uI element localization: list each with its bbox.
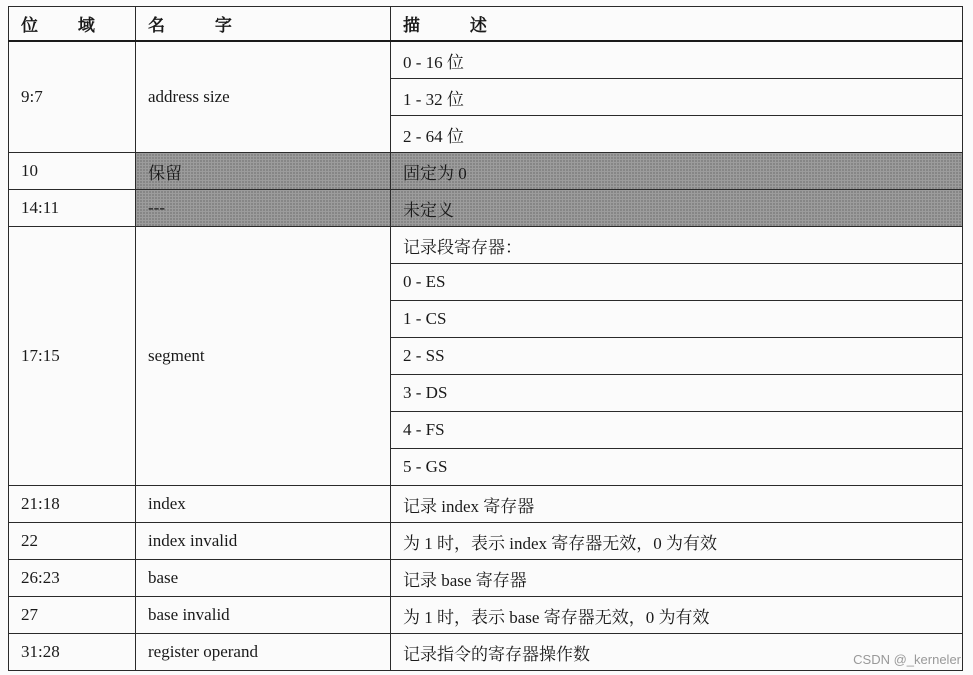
description-cell: 3 - DS	[391, 375, 963, 412]
field-name-cell: 保留	[136, 153, 391, 190]
bit-field-cell: 31:28	[9, 634, 136, 671]
watermark: CSDN @_kerneler	[853, 652, 961, 667]
description-cell: 5 - GS	[391, 449, 963, 486]
table-header	[9, 7, 963, 42]
bit-field-cell: 17:15	[9, 227, 136, 486]
field-name-cell: base	[136, 560, 391, 597]
bit-field-cell: 27	[9, 597, 136, 634]
table-row	[9, 190, 963, 227]
bit-field-cell: 21:18	[9, 486, 136, 523]
field-name-cell: address size	[136, 41, 391, 153]
description-cell: 2 - 64 位	[391, 116, 963, 153]
description-cell: 1 - 32 位	[391, 79, 963, 116]
description-cell: 为 1 时，表示 index 寄存器无效，0 为有效	[391, 523, 963, 560]
bit-field-cell: 14:11	[9, 190, 136, 227]
field-name-cell: base invalid	[136, 597, 391, 634]
table-row	[9, 41, 963, 79]
table-row	[9, 634, 963, 671]
table-row	[9, 227, 963, 264]
description-cell: 0 - ES	[391, 264, 963, 301]
field-name-cell: register operand	[136, 634, 391, 671]
field-name-cell: index	[136, 486, 391, 523]
description-cell: 0 - 16 位	[391, 41, 963, 79]
bit-field-cell: 9:7	[9, 41, 136, 153]
table-row	[9, 597, 963, 634]
description-cell: 2 - SS	[391, 338, 963, 375]
table-body	[9, 41, 963, 671]
bit-field-cell: 22	[9, 523, 136, 560]
bit-field-cell: 26:23	[9, 560, 136, 597]
bit-field-cell: 10	[9, 153, 136, 190]
header-name: 名 字	[136, 7, 391, 42]
header-row	[9, 7, 963, 42]
description-cell: 为 1 时，表示 base 寄存器无效，0 为有效	[391, 597, 963, 634]
description-cell: 1 - CS	[391, 301, 963, 338]
description-cell: 记录 index 寄存器	[391, 486, 963, 523]
description-cell: 固定为 0	[391, 153, 963, 190]
description-cell: 记录段寄存器：	[391, 227, 963, 264]
description-cell: 4 - FS	[391, 412, 963, 449]
field-name-cell: index invalid	[136, 523, 391, 560]
bit-field-table	[8, 6, 963, 671]
description-cell: 未定义	[391, 190, 963, 227]
table-row	[9, 560, 963, 597]
field-name-cell: ---	[136, 190, 391, 227]
header-bit-field: 位 域	[9, 7, 136, 42]
description-cell: 记录指令的寄存器操作数	[391, 634, 963, 671]
table-row	[9, 153, 963, 190]
table-row	[9, 523, 963, 560]
description-cell: 记录 base 寄存器	[391, 560, 963, 597]
header-description: 描 述	[391, 7, 963, 42]
field-name-cell: segment	[136, 227, 391, 486]
table-row	[9, 486, 963, 523]
